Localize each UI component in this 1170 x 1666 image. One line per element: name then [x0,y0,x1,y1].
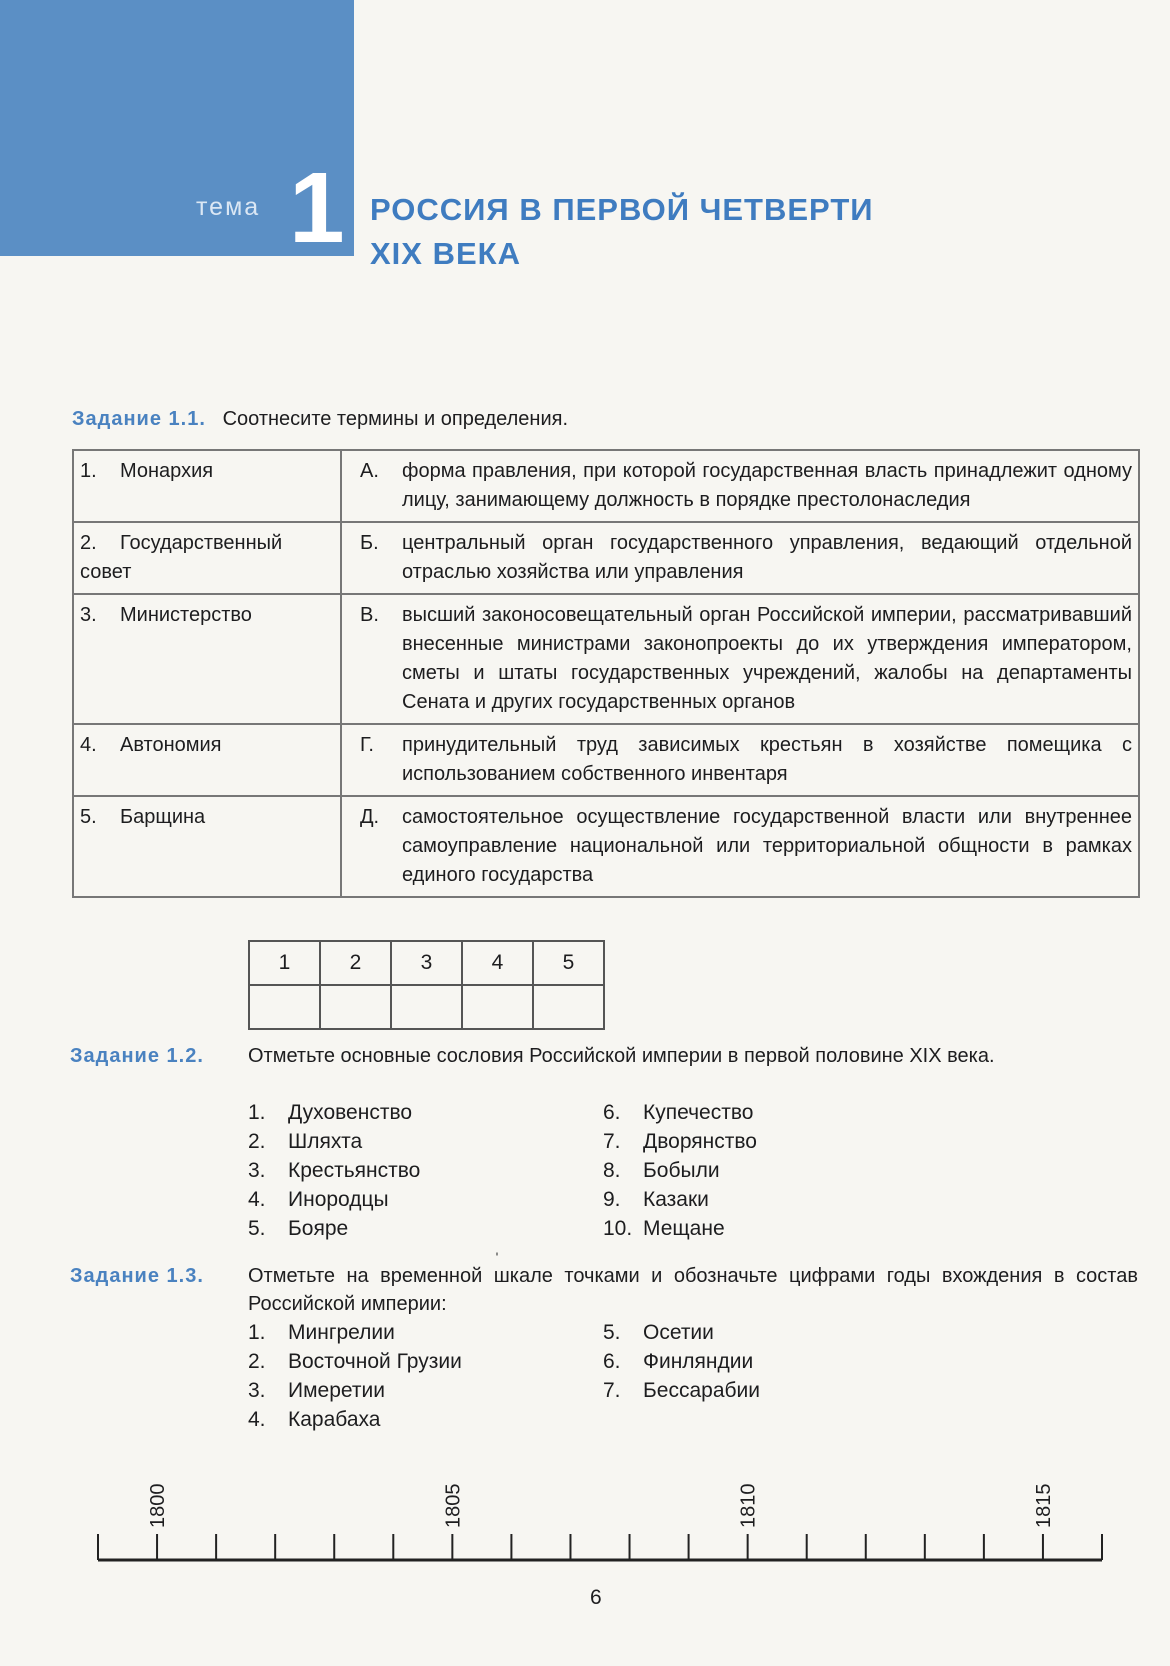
answer-header-cell: 3 [391,941,462,985]
answer-input-cell[interactable] [249,985,320,1029]
option-text: Мещане [643,1217,725,1240]
option-text: Бояре [288,1217,349,1240]
term-cell [73,450,341,522]
estate-option[interactable] [603,1098,757,1127]
answer-header-cell: 1 [249,941,320,985]
estate-option[interactable] [603,1156,757,1185]
territories-options [248,1318,1048,1438]
definition-row [73,594,1139,724]
page-number: 6 [590,1586,602,1609]
term-text: Барщина [120,806,206,828]
definition-row [73,796,1139,897]
option-number: 8. [603,1159,621,1182]
term-text: Государственный совет [80,532,283,583]
estate-option[interactable] [248,1127,420,1156]
definition-text: высший законосовещательный орган Российской империи, рассматривавший внесенные министрами законопроекты до их утверждения императором, сметы и штаты государственных учреждений, жалобы на департаменты Сената и других государственных органов [402,604,1132,713]
task-1-3-label: Задание 1.3. [70,1265,204,1287]
definition-row [73,724,1139,796]
definition-cell [341,594,1139,724]
answer-header-cell: 4 [462,941,533,985]
term-text: Министерство [120,604,252,626]
definition-row [73,450,1139,522]
answer-header-cell: 2 [320,941,391,985]
option-number: 1. [248,1321,266,1344]
definition-cell [341,796,1139,897]
definition-cell [341,724,1139,796]
territory-option[interactable] [603,1347,760,1376]
option-number: 2. [248,1350,266,1373]
topic-word: тема [196,193,261,221]
answer-input-cell[interactable] [462,985,533,1029]
term-number: 1. [80,460,97,482]
option-text: Инородцы [288,1188,389,1211]
answer-grid [248,940,605,1030]
territory-option[interactable] [248,1347,462,1376]
option-text: Восточной Грузии [288,1350,462,1373]
task-1-2-header [70,1042,1138,1070]
option-text: Крестьянство [288,1159,421,1182]
option-number: 9. [603,1188,621,1211]
definition-cell [341,522,1139,594]
topic-title [370,188,874,276]
definition-letter: А. [360,460,379,482]
definition-text: форма правления, при которой государственная власть принадлежит одному лицу, занимающему должность в порядке престолонаследия [402,460,1132,511]
task-1-2-label: Задание 1.2. [70,1045,204,1067]
terms-definitions-table [72,449,1140,898]
option-number: 5. [603,1321,621,1344]
option-number: 6. [603,1101,621,1124]
estate-option[interactable] [248,1185,420,1214]
definition-text: принудительный труд зависимых крестьян в хозяйстве помещика с использованием собственного инвентаря [402,734,1132,785]
timeline-year-label: 1800 [147,1483,170,1528]
definition-cell [341,450,1139,522]
option-number: 2. [248,1130,266,1153]
estate-option[interactable] [603,1185,757,1214]
option-text: Мингрелии [288,1321,395,1344]
timeline-scale[interactable] [90,1460,1120,1570]
option-text: Карабаха [288,1408,381,1431]
option-number: 1. [248,1101,266,1124]
option-number: 10. [603,1217,633,1240]
task-1-3-header [70,1262,1138,1318]
timeline-year-label: 1805 [442,1483,465,1528]
term-number: 2. [80,532,97,554]
task-1-1-label: Задание 1.1. [72,408,206,430]
term-number: 5. [80,806,97,828]
option-text: Финляндии [643,1350,754,1373]
territory-option[interactable] [248,1405,462,1434]
definition-row [73,522,1139,594]
option-text: Шляхта [288,1130,363,1153]
term-cell [73,522,341,594]
timeline-year-label: 1815 [1032,1483,1055,1528]
task-1-1-instruction: Соотнесите термины и определения. [222,408,569,430]
option-text: Дворянство [643,1130,757,1153]
estate-option[interactable] [248,1156,420,1185]
option-number: 6. [603,1350,621,1373]
territory-option[interactable] [603,1376,760,1405]
option-text: Осетии [643,1321,714,1344]
task-1-2-instruction: Отметьте основные сословия Российской империи в первой половине XIX века. [248,1045,995,1067]
task-1-1-header [72,405,1140,433]
option-number: 4. [248,1188,266,1211]
estate-option[interactable] [248,1098,420,1127]
topic-title-line2: XIX ВЕКА [370,236,521,271]
option-number: 3. [248,1159,266,1182]
term-number: 4. [80,734,97,756]
definition-letter: Д. [360,806,380,828]
option-number: 7. [603,1130,621,1153]
territory-option[interactable] [248,1376,462,1405]
option-number: 5. [248,1217,266,1240]
option-text: Купечество [643,1101,754,1124]
timeline-year-label: 1810 [737,1483,760,1528]
term-cell [73,724,341,796]
option-number: 4. [248,1408,266,1431]
term-cell [73,796,341,897]
option-text: Бобыли [643,1159,720,1182]
estate-option[interactable] [603,1214,757,1243]
term-text: Монархия [120,460,214,482]
estate-option[interactable] [248,1214,420,1243]
answer-header-cell: 5 [533,941,604,985]
definition-text: центральный орган государственного управления, ведающий отдельной отраслью хозяйства или управления [402,532,1132,583]
estate-option[interactable] [603,1127,757,1156]
topic-title-line1: РОССИЯ В ПЕРВОЙ ЧЕТВЕРТИ [370,192,874,227]
term-cell [73,594,341,724]
option-number: 7. [603,1379,621,1402]
option-number: 3. [248,1379,266,1402]
territory-option[interactable] [603,1318,760,1347]
term-number: 3. [80,604,97,626]
definition-text: самостоятельное осуществление государственной власти или внутреннее самоуправление национальной или территориальной общности в рамках единого государства [402,806,1132,886]
estates-options [248,1098,1048,1248]
option-text: Казаки [643,1188,709,1211]
option-text: Имеретии [288,1379,385,1402]
option-text: Духовенство [288,1101,413,1124]
term-text: Автономия [120,734,222,756]
answer-input-cell[interactable] [320,985,391,1029]
stress-mark: ˈ [494,1250,500,1270]
definition-letter: Б. [360,532,379,554]
option-text: Бессарабии [643,1379,760,1402]
topic-number: 1 [289,152,345,264]
definition-letter: В. [360,604,379,626]
task-1-3-instruction: Отметьте на временной шкале точками и обозначьте цифрами годы вхождения в состав Российской империи: [248,1265,1138,1315]
answer-input-cell[interactable] [533,985,604,1029]
definition-letter: Г. [360,734,374,756]
territory-option[interactable] [248,1318,462,1347]
answer-input-cell[interactable] [391,985,462,1029]
